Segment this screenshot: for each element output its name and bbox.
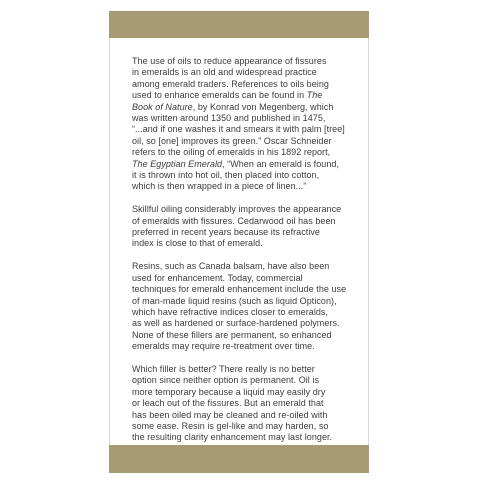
text-line [132,375,358,386]
text-line [132,432,358,443]
text-segment: None of these fillers are permanent, so enhanced [132,329,332,340]
text-segment: oil, so [one] improves its green.” Oscar Schneider [132,135,332,146]
italic-title-text: The [306,90,323,101]
text-segment: emeralds may require re-treatment over time. [132,341,315,352]
text-segment: , by Konrad von Megenberg, which [192,101,334,112]
text-segment: option since neither option is permanent. Oil is [132,375,320,386]
paragraph-4 [132,364,358,444]
text-line [132,170,358,181]
text-segment: has been oiled may be cleaned and re-oiled with [132,409,328,420]
top-color-band [109,11,369,38]
text-line [132,227,358,238]
text-line [132,113,358,124]
bottom-color-band [109,445,369,473]
text-line [132,296,358,307]
text-line [132,364,358,375]
text-segment: techniques for emerald enhancement include the use [132,284,347,295]
document-card [109,11,369,472]
text-segment: among emerald traders. References to oils being [132,78,329,89]
document-body [132,56,358,444]
text-line [132,307,358,318]
paragraph-1 [132,56,358,193]
text-line [132,330,358,341]
text-segment: of man-made liquid resins (such as liquid Opticon), [132,295,337,306]
text-segment: which is then wrapped in a piece of linen...” [132,181,307,192]
text-segment: of emeralds with fissures. Cedarwood oil has been [132,215,336,226]
text-line [132,159,358,170]
text-segment: some ease. Resin is gel-like and may harden, so [132,420,329,431]
text-line [132,90,358,101]
text-line [132,204,358,215]
text-line [132,318,358,329]
text-line [132,398,358,409]
text-line [132,410,358,421]
text-segment: it is thrown into hot oil, then placed into cotton, [132,170,320,181]
text-segment: preferred in recent years because its refractive [132,227,320,238]
text-line [132,136,358,147]
text-line [132,67,358,78]
text-segment: was written around 1350 and published in 1475, [132,113,326,124]
text-segment: Skillful oiling considerably improves the appearance [132,204,342,215]
text-segment: the resulting clarity enhancement may last longer. [132,432,333,443]
text-segment: as well as hardened or surface-hardened polymers. [132,318,340,329]
text-segment: index is close to that of emerald. [132,238,263,249]
text-segment: or leach out of the fissures. But an emerald that [132,398,324,409]
text-line [132,238,358,249]
text-line [132,341,358,352]
italic-title-text: The Egyptian Emerald [132,158,223,169]
text-line [132,216,358,227]
text-segment: Which filler is better? There really is no better [132,363,315,374]
italic-title-text: Book of Nature [132,101,193,112]
paragraph-2 [132,204,358,250]
text-segment: , “When an emerald is found, [222,158,340,169]
text-line [132,79,358,90]
text-line [132,273,358,284]
text-line [132,56,358,67]
text-segment: used to enhance emeralds can be found in [132,90,307,101]
text-segment: refers to the oiling of emeralds in his 1892 report, [132,147,331,158]
text-line [132,387,358,398]
text-line [132,147,358,158]
text-segment: which have refractive indices closer to emeralds, [132,306,329,317]
text-line [132,124,358,135]
text-segment: The use of oils to reduce appearance of fissures [132,56,327,66]
text-segment: “...and if one washes it and smears it with palm [tree] [132,124,345,135]
text-line [132,181,358,192]
text-segment: used for enhancement. Today, commercial [132,272,303,283]
paragraph-3 [132,261,358,352]
text-line [132,261,358,272]
text-line [132,284,358,295]
text-line [132,421,358,432]
text-segment: in emeralds is an old and widespread practice [132,67,317,78]
text-segment: more temporary because a liquid may easily dry [132,386,326,397]
text-segment: Resins, such as Canada balsam, have also been [132,261,330,272]
text-line [132,102,358,113]
